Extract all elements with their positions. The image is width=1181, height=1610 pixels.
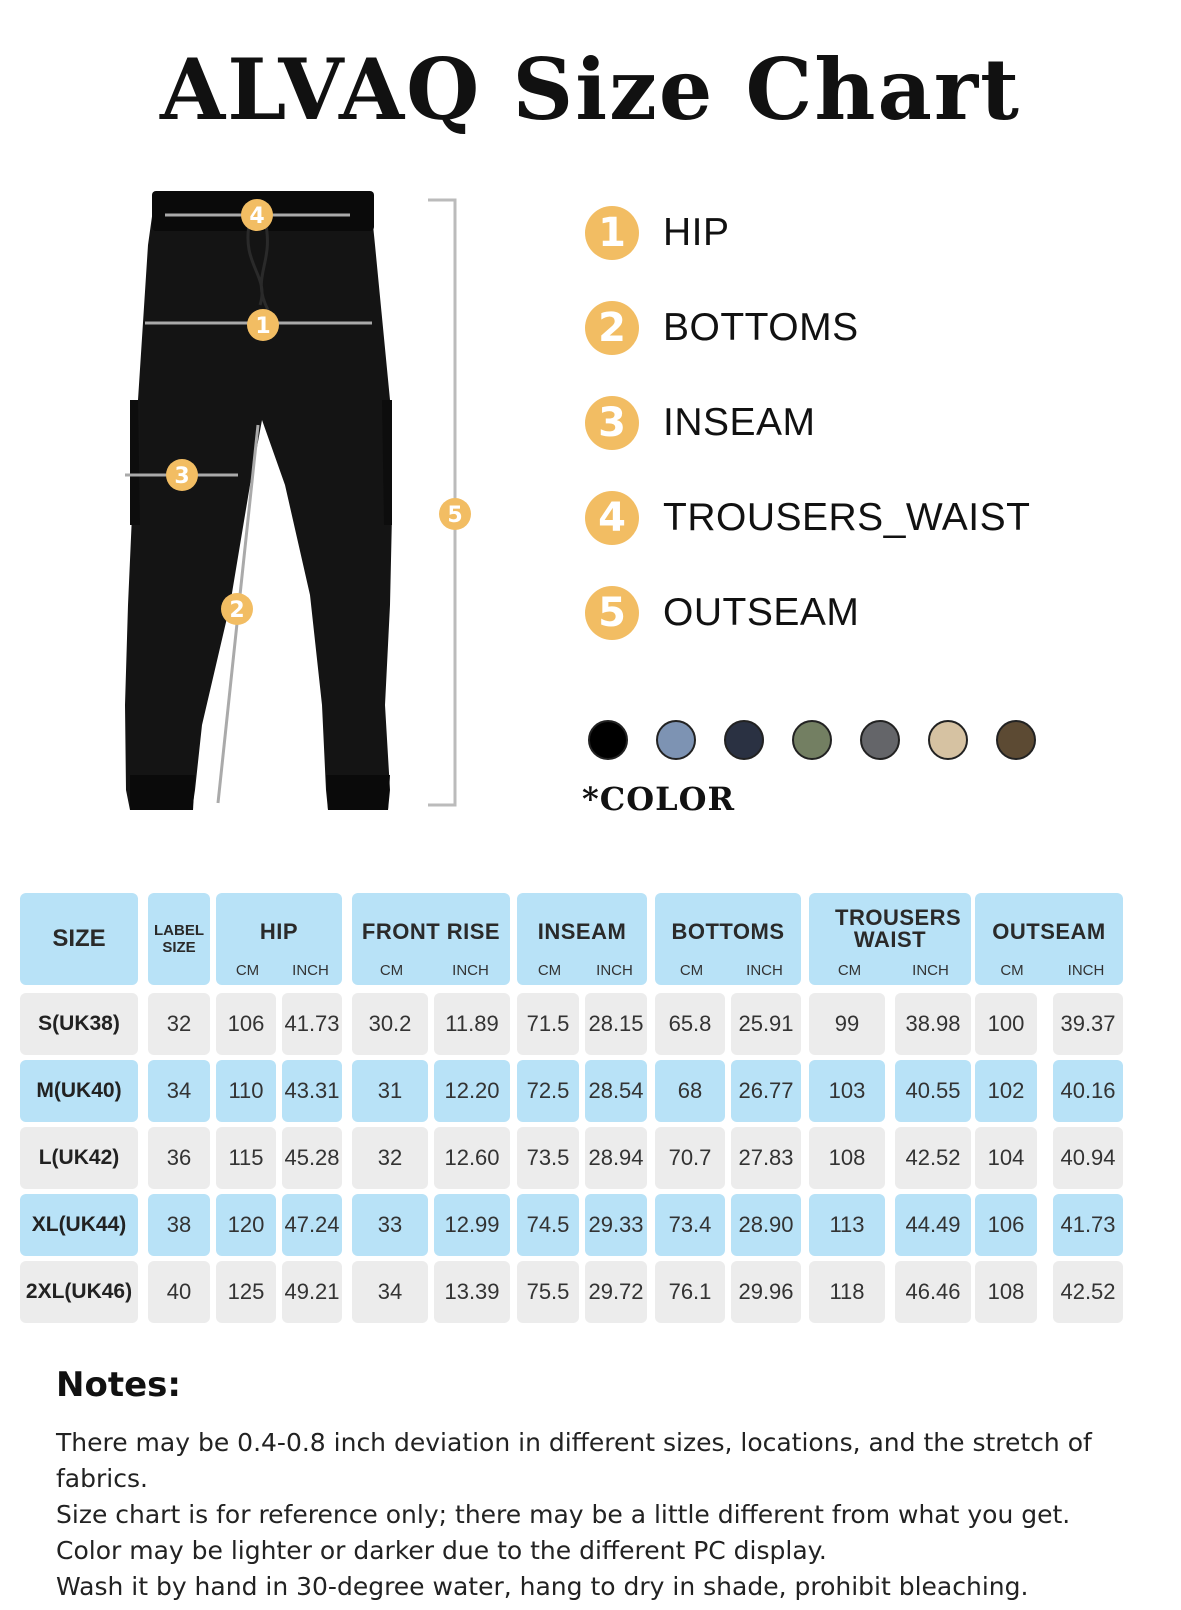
table-cell: 41.73 bbox=[282, 993, 342, 1055]
row-size-label: 2XL(UK46) bbox=[20, 1261, 138, 1323]
table-cell: 41.73 bbox=[1053, 1194, 1123, 1256]
table-cell: 40.55 bbox=[895, 1060, 971, 1122]
table-cell: 115 bbox=[216, 1127, 276, 1189]
notes-section bbox=[56, 1365, 1156, 1605]
table-cell: 73.5 bbox=[517, 1127, 579, 1189]
unit-row bbox=[809, 962, 971, 979]
unit-row bbox=[655, 962, 801, 979]
table-cell: 33 bbox=[352, 1194, 428, 1256]
row-size-label: S(UK38) bbox=[20, 993, 138, 1055]
note-line: Color may be lighter or darker due to the different PC display. bbox=[56, 1536, 827, 1565]
table-cell: 49.21 bbox=[282, 1261, 342, 1323]
table-cell: 28.90 bbox=[731, 1194, 801, 1256]
note-line: There may be 0.4-0.8 inch deviation in different sizes, locations, and the stretch of fabrics. bbox=[56, 1428, 1092, 1493]
table-cell: 65.8 bbox=[655, 993, 725, 1055]
table-cell: 40.94 bbox=[1053, 1127, 1123, 1189]
table-cell: 43.31 bbox=[282, 1060, 342, 1122]
legend-number-badge: 5 bbox=[585, 586, 639, 640]
table-cell: 125 bbox=[216, 1261, 276, 1323]
table-cell: 120 bbox=[216, 1194, 276, 1256]
svg-text:1: 1 bbox=[255, 314, 271, 339]
unit-label: CM bbox=[1000, 962, 1024, 979]
row-size-label: L(UK42) bbox=[20, 1127, 138, 1189]
table-cell: 32 bbox=[148, 993, 210, 1055]
color-swatch[interactable] bbox=[588, 720, 628, 760]
table-cell: 36 bbox=[148, 1127, 210, 1189]
table-cell: 40 bbox=[148, 1261, 210, 1323]
table-cell: 27.83 bbox=[731, 1127, 801, 1189]
unit-label: CM bbox=[379, 962, 404, 979]
table-cell: 28.94 bbox=[585, 1127, 647, 1189]
table-cell: 71.5 bbox=[517, 993, 579, 1055]
legend-item-hip bbox=[585, 205, 1145, 261]
svg-text:2: 2 bbox=[229, 598, 245, 623]
table-cell: 108 bbox=[809, 1127, 885, 1189]
header-label-size: LABEL SIZE bbox=[148, 893, 210, 985]
unit-label: INCH bbox=[746, 962, 783, 979]
svg-text:3: 3 bbox=[174, 464, 190, 489]
table-cell: 29.72 bbox=[585, 1261, 647, 1323]
legend-label: HIP bbox=[663, 211, 730, 254]
color-swatches bbox=[588, 720, 1064, 760]
color-swatch[interactable] bbox=[792, 720, 832, 760]
unit-label: INCH bbox=[912, 962, 949, 979]
table-cell: 12.20 bbox=[434, 1060, 510, 1122]
legend-label: OUTSEAM bbox=[663, 591, 860, 634]
table-cell: 74.5 bbox=[517, 1194, 579, 1256]
legend-label: TROUSERS_WAIST bbox=[663, 496, 1031, 539]
table-cell: 12.60 bbox=[434, 1127, 510, 1189]
header-title: BOTTOMS bbox=[671, 919, 785, 944]
pants-measurement-diagram bbox=[100, 185, 500, 835]
legend-number-badge: 4 bbox=[585, 491, 639, 545]
table-cell: 13.39 bbox=[434, 1261, 510, 1323]
table-cell: 103 bbox=[809, 1060, 885, 1122]
row-size-label: M(UK40) bbox=[20, 1060, 138, 1122]
table-cell: 70.7 bbox=[655, 1127, 725, 1189]
table-cell: 110 bbox=[216, 1060, 276, 1122]
table-cell: 38.98 bbox=[895, 993, 971, 1055]
svg-text:4: 4 bbox=[249, 204, 265, 229]
table-cell: 39.37 bbox=[1053, 993, 1123, 1055]
unit-label: CM bbox=[537, 962, 562, 979]
table-cell: 45.28 bbox=[282, 1127, 342, 1189]
color-swatch[interactable] bbox=[656, 720, 696, 760]
legend-number-badge: 3 bbox=[585, 396, 639, 450]
table-cell: 28.54 bbox=[585, 1060, 647, 1122]
table-cell: 118 bbox=[809, 1261, 885, 1323]
table-cell: 75.5 bbox=[517, 1261, 579, 1323]
legend-number-badge: 1 bbox=[585, 206, 639, 260]
table-cell: 72.5 bbox=[517, 1060, 579, 1122]
legend-item-trousers-waist bbox=[585, 490, 1145, 546]
color-swatch[interactable] bbox=[724, 720, 764, 760]
table-cell: 73.4 bbox=[655, 1194, 725, 1256]
header-trousers-waist bbox=[809, 893, 971, 985]
table-cell: 106 bbox=[975, 1194, 1037, 1256]
unit-label: INCH bbox=[452, 962, 489, 979]
note-line: Size chart is for reference only; there may be a little different from what you get. bbox=[56, 1500, 1071, 1529]
table-cell: 25.91 bbox=[731, 993, 801, 1055]
table-cell: 11.89 bbox=[434, 993, 510, 1055]
table-cell: 30.2 bbox=[352, 993, 428, 1055]
table-cell: 42.52 bbox=[895, 1127, 971, 1189]
unit-label: CM bbox=[679, 962, 704, 979]
header-title: HIP bbox=[259, 919, 299, 944]
table-cell: 40.16 bbox=[1053, 1060, 1123, 1122]
legend-item-bottoms bbox=[585, 300, 1145, 356]
header-front-rise bbox=[352, 893, 510, 985]
table-cell: 108 bbox=[975, 1261, 1037, 1323]
unit-label: INCH bbox=[292, 962, 329, 979]
table-cell: 32 bbox=[352, 1127, 428, 1189]
header-size: SIZE bbox=[20, 893, 138, 985]
table-cell: 102 bbox=[975, 1060, 1037, 1122]
table-cell: 106 bbox=[216, 993, 276, 1055]
unit-row bbox=[216, 962, 342, 979]
table-cell: 46.46 bbox=[895, 1261, 971, 1323]
header-title: FRONT RISE bbox=[361, 919, 501, 944]
pants-illustration bbox=[100, 185, 500, 835]
page-title: ALVAQ Size Chart bbox=[160, 40, 1021, 139]
table-cell: 28.15 bbox=[585, 993, 647, 1055]
header-outseam bbox=[975, 893, 1123, 985]
note-line: Wash it by hand in 30-degree water, hang to dry in shade, prohibit bleaching. bbox=[56, 1572, 1029, 1601]
unit-row bbox=[517, 962, 647, 979]
table-cell: 31 bbox=[352, 1060, 428, 1122]
unit-row bbox=[352, 962, 510, 979]
table-cell: 68 bbox=[655, 1060, 725, 1122]
header-inseam bbox=[517, 893, 647, 985]
table-cell: 12.99 bbox=[434, 1194, 510, 1256]
row-size-label: XL(UK44) bbox=[20, 1194, 138, 1256]
header-title: INSEAM bbox=[537, 919, 627, 944]
notes-title: Notes: bbox=[56, 1365, 181, 1405]
table-cell: 26.77 bbox=[731, 1060, 801, 1122]
table-cell: 29.96 bbox=[731, 1261, 801, 1323]
header-hip bbox=[216, 893, 342, 985]
table-cell: 113 bbox=[809, 1194, 885, 1256]
legend-label: INSEAM bbox=[663, 401, 816, 444]
table-cell: 38 bbox=[148, 1194, 210, 1256]
color-label: *COLOR bbox=[582, 780, 736, 818]
unit-label: INCH bbox=[596, 962, 633, 979]
measurement-legend bbox=[585, 205, 1145, 680]
table-cell: 47.24 bbox=[282, 1194, 342, 1256]
table-cell: 34 bbox=[352, 1261, 428, 1323]
header-title: OUTSEAM bbox=[992, 919, 1106, 944]
unit-row bbox=[975, 962, 1123, 979]
color-swatch[interactable] bbox=[928, 720, 968, 760]
color-swatch[interactable] bbox=[996, 720, 1036, 760]
table-cell: 34 bbox=[148, 1060, 210, 1122]
legend-item-outseam bbox=[585, 585, 1145, 641]
table-cell: 44.49 bbox=[895, 1194, 971, 1256]
legend-number-badge: 2 bbox=[585, 301, 639, 355]
unit-label: INCH bbox=[1067, 962, 1105, 979]
legend-item-inseam bbox=[585, 395, 1145, 451]
table-cell: 99 bbox=[809, 993, 885, 1055]
table-cell: 100 bbox=[975, 993, 1037, 1055]
table-cell: 76.1 bbox=[655, 1261, 725, 1323]
color-swatch[interactable] bbox=[860, 720, 900, 760]
header-bottoms bbox=[655, 893, 801, 985]
table-cell: 104 bbox=[975, 1127, 1037, 1189]
header-title: TROUSERS WAIST bbox=[835, 905, 962, 952]
legend-label: BOTTOMS bbox=[663, 306, 859, 349]
table-cell: 42.52 bbox=[1053, 1261, 1123, 1323]
table-cell: 29.33 bbox=[585, 1194, 647, 1256]
unit-label: CM bbox=[235, 962, 260, 979]
svg-text:5: 5 bbox=[447, 503, 463, 528]
unit-label: CM bbox=[837, 962, 862, 979]
